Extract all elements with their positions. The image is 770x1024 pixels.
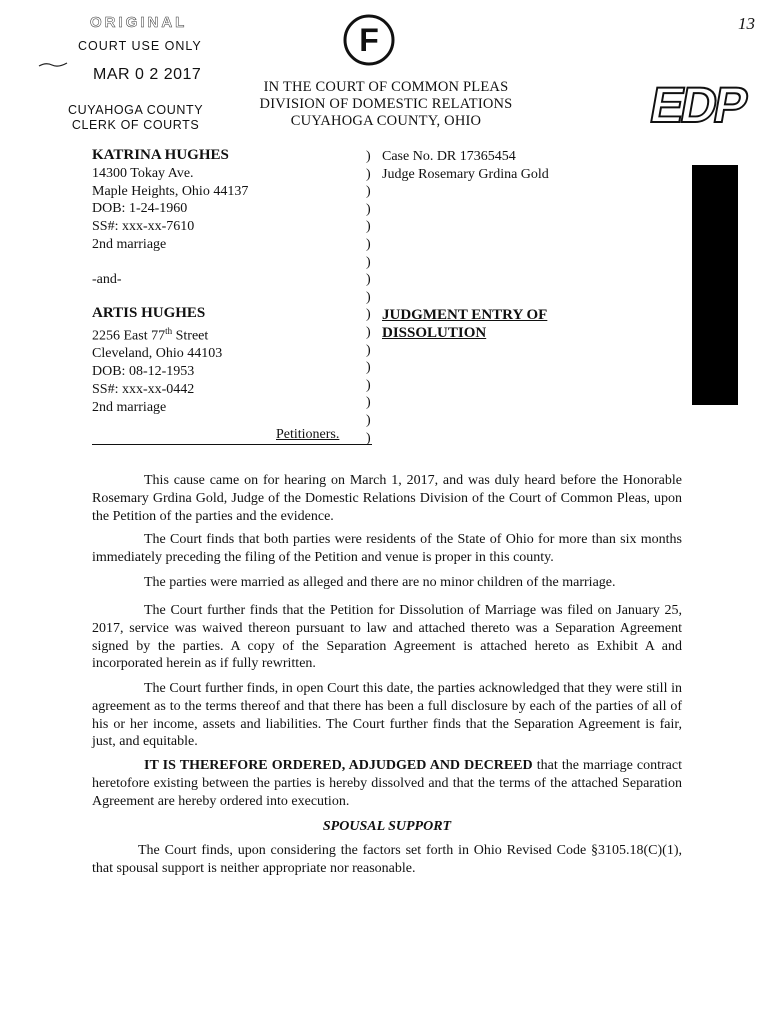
petitioner-2-name: ARTIS HUGHES — [92, 305, 206, 321]
judge-name: Judge Rosemary Grdina Gold — [382, 166, 549, 182]
filed-circle-icon — [343, 14, 395, 66]
petitioner-1-marriage: 2nd marriage — [92, 236, 167, 252]
paragraph-4 — [92, 602, 682, 673]
caption-parentheses: ) ) ) ) ) ) ) ) ) ) ) ) ) ) ) ) ) — [366, 149, 371, 446]
petitioner-1-address1: 14300 Tokay Ave. — [92, 165, 194, 181]
petitioner-1-address2: Maple Heights, Ohio 44137 — [92, 183, 249, 199]
petitioner-2-address1-post: Street — [172, 328, 209, 344]
petitioner-1-block — [92, 147, 248, 254]
paragraph-4-text: The Court further finds that the Petition for Dissolution of Marriage was filed on January 25, 2017, service was waived thereon pursuant to law and attached thereto was a Separation Agreement signed by the parties. A copy of the Separation Agreement is attached hereto as Exhibit A and incorporated herein as if fully rewritten. — [92, 603, 682, 672]
paragraph-5-text: The Court further finds, in open Court this date, the parties acknowledged that they were still in agreement as to the terms thereof and that there has been a full disclosure by each of the parties of all of his or her income, assets and liabilities. The Court further finds that the Separation Agreement is fair, just, and equitable. — [92, 681, 682, 750]
paragraph-7 — [92, 842, 682, 878]
paragraph-6-text: that the marriage contract heretofore existing between the parties is hereby dissolved and that the terms of the attached Separation Agreement are hereby ordered into execution. — [92, 758, 682, 809]
case-info — [382, 148, 549, 184]
paragraph-3 — [92, 574, 682, 592]
original-stamp: ORIGINAL — [90, 14, 188, 31]
petitioner-2-marriage: 2nd marriage — [92, 399, 167, 415]
entry-title — [382, 306, 547, 342]
paragraph-3-text: The parties were married as alleged and there are no minor children of the marriage. — [144, 575, 616, 590]
petitioners-label: Petitioners. — [276, 427, 340, 442]
paragraph-5 — [92, 680, 682, 751]
circle-letter: F — [359, 22, 379, 58]
petitioners-underline — [92, 444, 372, 445]
clerk-stamp-line1: CUYAHOGA COUNTY — [68, 103, 204, 117]
case-number: Case No. DR 17365454 — [382, 149, 516, 164]
petitioner-2-dob: DOB: 08-12-1953 — [92, 364, 195, 380]
petitioner-2-address1 — [92, 323, 222, 345]
paragraph-6 — [92, 757, 682, 810]
entry-title-line1: JUDGMENT ENTRY OF — [382, 307, 548, 323]
clerk-stamp — [68, 103, 203, 133]
paragraph-2-text: The Court finds that both parties were residents of the State of Ohio for more than six months immediately preceding the filing of the Petition and venue is proper in this county. — [92, 532, 682, 565]
petitioner-1-ssn: SS#: xxx-xx-7610 — [92, 219, 195, 235]
redaction-bar — [692, 165, 738, 405]
petitioner-2-block — [92, 305, 222, 416]
court-header — [228, 79, 544, 130]
petitioner-2-ssn: SS#: xxx-xx-0442 — [92, 381, 195, 397]
court-use-only-stamp: COURT USE ONLY — [78, 39, 202, 53]
edp-stamp — [645, 70, 750, 133]
stamp-scribble — [38, 55, 68, 61]
page-number: 13 — [738, 14, 755, 33]
filed-date-stamp: MAR 0 2 2017 — [93, 66, 202, 83]
and-separator: -and- — [92, 272, 122, 287]
decree-clause: IT IS THEREFORE ORDERED, ADJUDGED AND DECREED — [144, 758, 533, 773]
court-header-line1: IN THE COURT OF COMMON PLEAS — [263, 79, 509, 95]
edp-stamp-text: EDP — [645, 76, 750, 133]
petitioner-1-name: KATRINA HUGHES — [92, 147, 229, 163]
paragraph-2 — [92, 531, 682, 567]
paragraph-1 — [92, 472, 682, 525]
clerk-stamp-line2: CLERK OF COURTS — [71, 118, 200, 132]
paragraph-1-text: This cause came on for hearing on March 1, 2017, and was duly heard before the Honorable Rosemary Grdina Gold, Judge of the Domestic Relations Division of the Court of Common Pleas, upon the Petition of the parties and the evidence. — [92, 473, 682, 524]
petitioner-1-dob: DOB: 1-24-1960 — [92, 201, 188, 217]
court-header-line2: DIVISION OF DOMESTIC RELATIONS — [259, 96, 513, 112]
court-header-line3: CUYAHOGA COUNTY, OHIO — [290, 113, 482, 129]
petitioner-2-address2: Cleveland, Ohio 44103 — [92, 346, 223, 362]
petitioner-2-address1-sup: th — [165, 325, 173, 336]
spousal-support-heading: SPOUSAL SUPPORT — [322, 819, 452, 834]
petitioner-2-address1-pre: 2256 East 77 — [92, 328, 166, 344]
entry-title-line2: DISSOLUTION — [382, 325, 487, 341]
paragraph-7-text: The Court finds, upon considering the factors set forth in Ohio Revised Code §3105.18(C)(1), that spousal support is neither appropriate nor reasonable. — [92, 843, 682, 876]
